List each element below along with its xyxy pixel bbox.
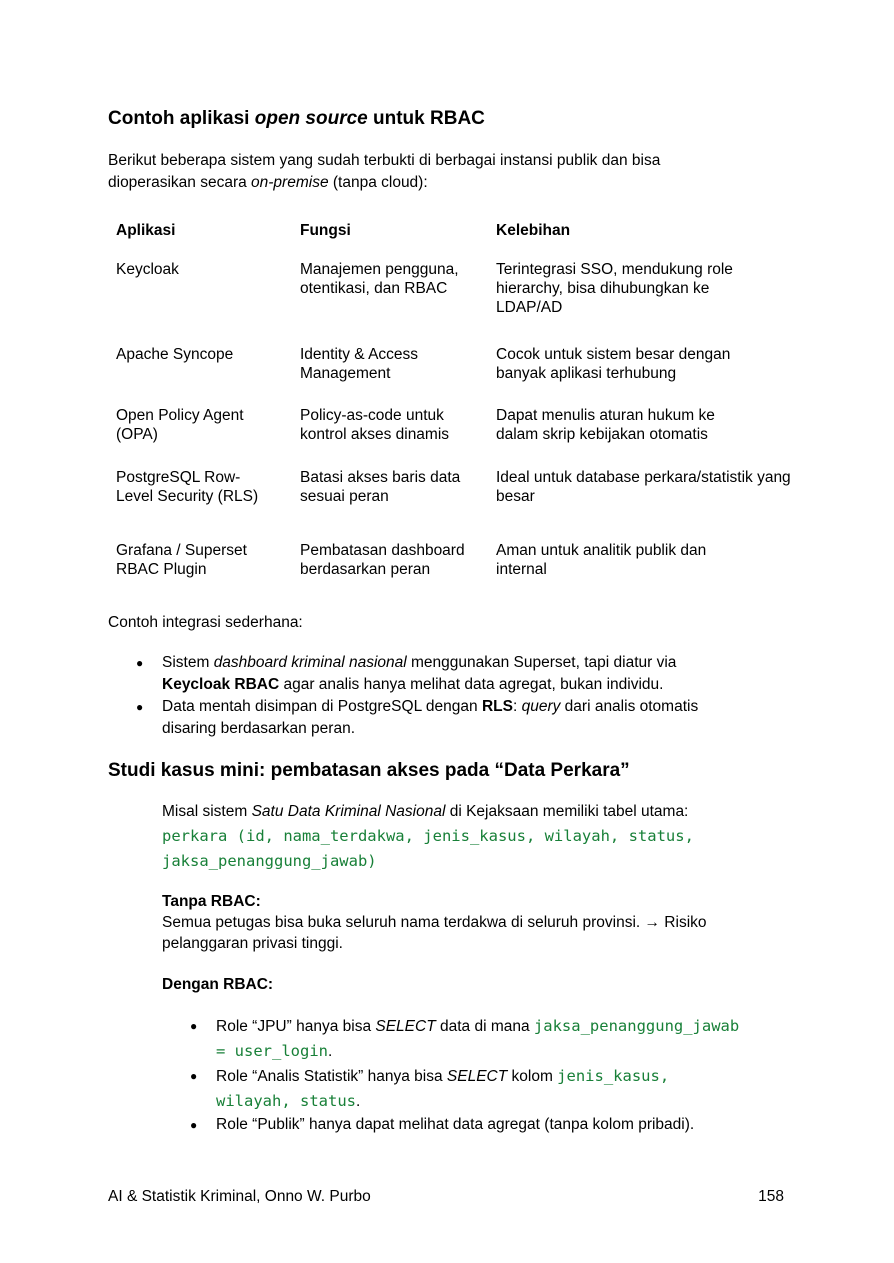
table-cell: Ideal untuk database perkara/statistik yang besar (496, 469, 791, 505)
table-cell: Terintegrasi SSO, mendukung role hierarchy, bisa dihubungkan ke LDAP/AD (496, 261, 733, 316)
table-cell: Open Policy Agent (OPA) (116, 407, 244, 443)
table-row (116, 406, 796, 468)
table-cell: PostgreSQL Row-Level Security (RLS) (116, 469, 259, 505)
column-header: Kelebihan (496, 222, 571, 239)
integration-list (108, 652, 808, 740)
with-rbac-label: Dengan RBAC: (162, 976, 274, 993)
section-title-rbac-apps: Contoh aplikasi open source untuk RBAC (108, 108, 485, 129)
table-cell: Manajemen pengguna, otentikasi, dan RBAC (300, 261, 459, 297)
list-item: ● Data mentah disimpan di PostgreSQL dengan RLS: query dari analis otomatis disaring berdasarkan peran. (108, 696, 808, 740)
list-item: ● Role “JPU” hanya bisa SELECT data di mana jaksa_penanggung_jawab = user_login. (162, 1014, 802, 1064)
table-cell: Dapat menulis aturan hukum ke dalam skrip kebijakan otomatis (496, 407, 715, 443)
integration-title: Contoh integrasi sederhana: (108, 614, 303, 631)
section-title-case-study: Studi kasus mini: pembatasan akses pada “Data Perkara” (108, 760, 630, 781)
table-row (116, 541, 796, 581)
table-row (116, 260, 796, 345)
table-row (116, 468, 796, 541)
table-cell: Batasi akses baris data sesuai peran (300, 469, 461, 505)
table-header-row (116, 221, 796, 260)
list-item: ● Role “Publik” hanya dapat melihat data agregat (tanpa kolom pribadi). (162, 1114, 802, 1136)
table-cell: Grafana / Superset RBAC Plugin (116, 542, 247, 578)
without-rbac-block: Tanpa RBAC: Semua petugas bisa buka seluruh nama terdakwa di seluruh provinsi. → Risiko pelanggaran privasi tinggi. (162, 893, 707, 952)
intro-paragraph: Berikut beberapa sistem yang sudah terbukti di berbagai instansi publik dan bisa dioperasikan secara on-premise (tanpa cloud): (108, 152, 661, 191)
list-item: ● Sistem dashboard kriminal nasional menggunakan Superset, tapi diatur via Keycloak RBAC agar analis hanya melihat data agregat, bukan individu. (108, 652, 808, 696)
column-header: Aplikasi (116, 222, 176, 239)
footer-title: AI & Statistik Kriminal, Onno W. Purbo (108, 1188, 371, 1205)
case-intro: Misal sistem Satu Data Kriminal Nasional di Kejaksaan memiliki tabel utama: (162, 803, 689, 820)
table-cell: Cocok untuk sistem besar dengan banyak aplikasi terhubung (496, 346, 731, 382)
table-cell: Identity & Access Management (300, 346, 419, 382)
column-header: Fungsi (300, 222, 351, 239)
table-cell: Policy-as-code untuk kontrol akses dinamis (300, 407, 450, 443)
list-item: ● Role “Analis Statistik” hanya bisa SELECT kolom jenis_kasus, wilayah, status. (162, 1064, 802, 1114)
table-schema-code: perkara (id, nama_terdakwa, jenis_kasus, wilayah, status, jaksa_penanggung_jawab) (162, 827, 694, 870)
page-number: 158 (758, 1188, 784, 1205)
rbac-apps-table (116, 221, 796, 581)
without-rbac-label: Tanpa RBAC: (162, 893, 261, 910)
table-cell: Pembatasan dashboard berdasarkan peran (300, 542, 465, 578)
table-cell: Aman untuk analitik publik dan internal (496, 542, 707, 578)
table-cell: Apache Syncope (116, 346, 234, 363)
table-row (116, 345, 796, 406)
rbac-roles-list (162, 1014, 802, 1136)
table-cell: Keycloak (116, 261, 179, 278)
